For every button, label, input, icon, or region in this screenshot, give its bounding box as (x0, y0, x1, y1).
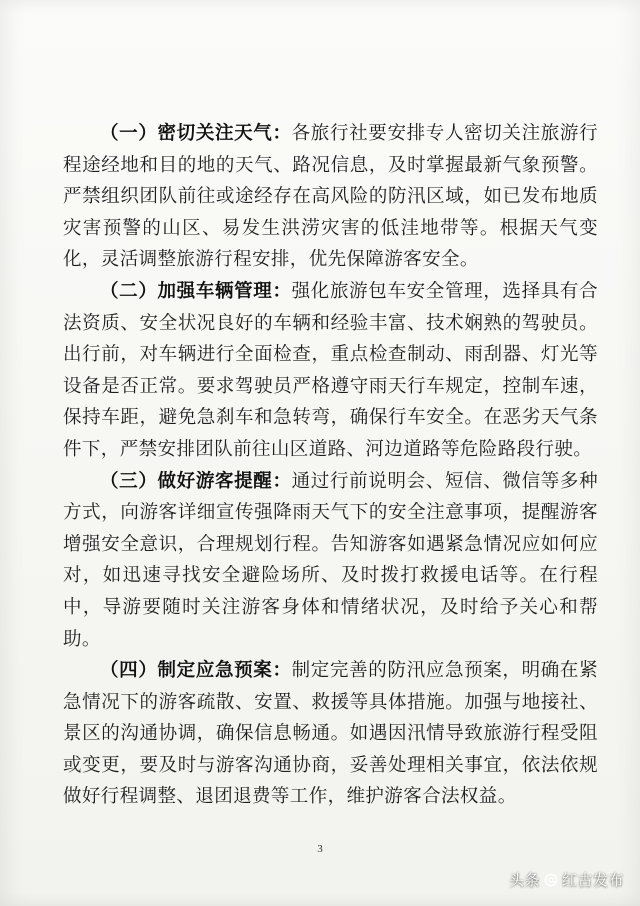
watermark-account: 红古发布 (561, 871, 624, 889)
at-icon (544, 873, 558, 887)
paragraph-reminder (63, 466, 598, 656)
source-watermark (509, 869, 624, 890)
paragraph-text: 通过行前说明会、短信、微信等多种方式，向游客详细宣传强降雨天气下的安全注意事项，提醒游客增强安全意识，合理规划行程。告知游客如遇紧急情况应如何应对，如迅速寻找安全避险场所、及时拨打救援电话等。在行程中，导游要随时关注游客身体和情绪状况，及时给予关心和帮助。 (63, 470, 598, 650)
paragraph-text: 制定完善的防汛应急预案，明确在紧急情况下的游客疏散、安置、救援等具体措施。加强与地接社、景区的沟通协调，确保信息畅通。如遇因汛情导致旅游行程受阻或变更，要及时与游客沟通协商，妥善处理相关事宜，依法依规做好行程调整、退团退费等工作，维护游客合法权益。 (63, 660, 598, 808)
paragraph-weather (63, 118, 598, 276)
paragraph-heading: （三）做好游客提醒： (100, 470, 292, 492)
document-body (63, 118, 598, 813)
paragraph-heading: （二）加强车辆管理： (100, 280, 292, 302)
paragraph-vehicle (63, 276, 598, 466)
page-number: 3 (317, 843, 323, 855)
paragraph-heading: （四）制定应急预案： (100, 660, 292, 682)
paragraph-text: 强化旅游包车安全管理，选择具有合法资质、安全状况良好的车辆和经验丰富、技术娴熟的驾驶员。出行前，对车辆进行全面检查，重点检查制动、雨刮器、灯光等设备是否正常。要求驾驶员严格遵守雨天行车规定，控制车速，保持车距，避免急刹车和急转弯，确保行车安全。在恶劣天气条件下，严禁安排团队前往山区道路、河边道路等危险路段行驶。 (63, 280, 598, 460)
watermark-source: 头条 (508, 871, 540, 889)
paragraph-emergency (63, 655, 598, 813)
paragraph-text: 各旅行社要安排专人密切关注旅游行程途经地和目的地的天气、路况信息，及时掌握最新气象预警。严禁组织团队前往或途经存在高风险的防汛区域，如已发布地质灾害预警的山区、易发生洪涝灾害的低洼地带等。根据天气变化，灵活调整旅游行程安排，优先保障游客安全。 (63, 123, 598, 271)
paragraph-heading: （一）密切关注天气： (100, 123, 292, 144)
